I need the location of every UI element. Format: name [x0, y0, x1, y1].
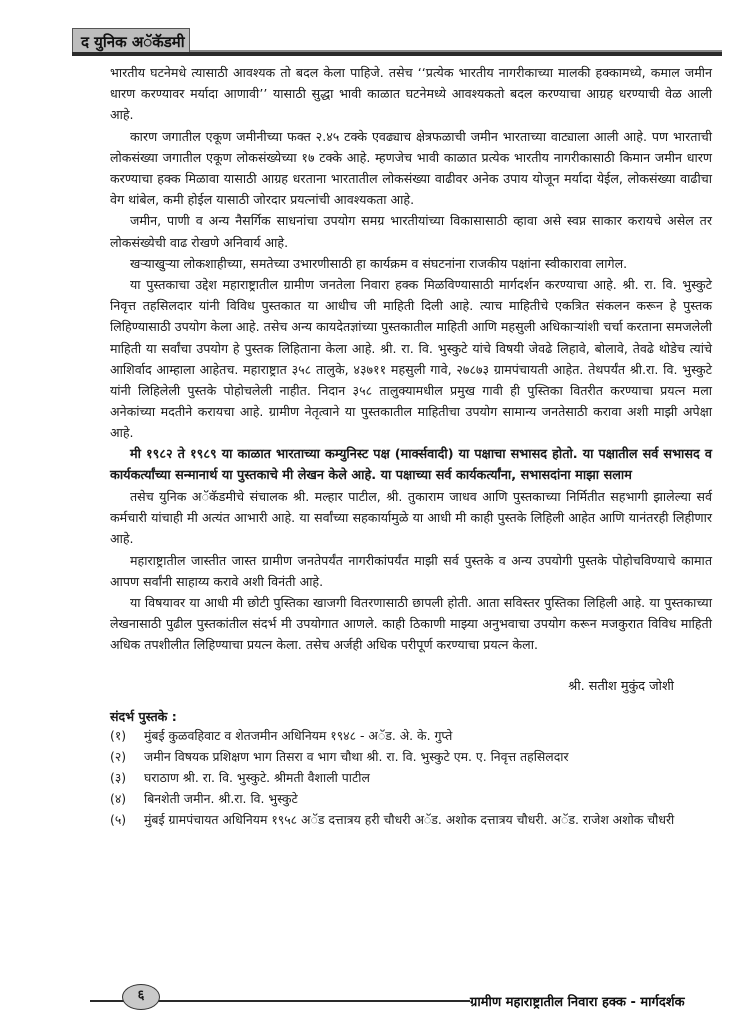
- reference-text: जमीन विषयक प्रशिक्षण भाग तिसरा व भाग चौथा श्री. रा. वि. भुस्कुटे एम. ए. निवृत्त तहसिलदार: [144, 748, 569, 764]
- reference-item: [110, 809, 712, 830]
- header-tab: [72, 28, 190, 54]
- footer-book-title: ग्रामीण महाराष्ट्रातील निवारा हक्क - मार्गदर्शक: [470, 995, 685, 1010]
- reference-text: मुंबई ग्रामपंचायत अधिनियम १९५८ अॅड दत्तात्रय हरी चौधरी अॅड. अशोक दत्तात्रय चौधरी. अॅड. राजेश अशोक चौधरी: [144, 811, 675, 827]
- reference-item: [110, 767, 712, 788]
- reference-item: [110, 725, 712, 746]
- paragraph-7: तसेच युनिक अॅकॅडमीचे संचालक श्री. मल्हार पाटील, श्री. तुकाराम जाधव आणि पुस्तकाच्या निर्मितीत सहभागी झालेल्या सर्व कर्मचारी यांचाही मी अत्यंत आभारी आहे. या सर्वांच्या सहकार्यामुळे या आधी मी काही पुस्तके लिहिली आहेत आणि यानंतरही लिहीणार आहे.: [110, 489, 712, 547]
- author-signature: श्री. सतीश मुकुंद जोशी: [568, 678, 674, 694]
- paragraph-2: कारण जगातील एकूण जमीनीच्या फक्त २.४५ टक्के एवढ्याच क्षेत्रफळाची जमीन भारताच्या वाट्याला आली आहे. पण भारताची लोकसंख्या जगातील एकूण लोकसंख्येच्या १७ टक्के आहे. म्हणजेच भावी काळात प्रत्येक भारतीय नागरीकासाठी किमान जमीन धारण करण्याचा हक्क मिळावा यासाठी आग्रह धरताना भारतातील लोकसंख्या वाढीवर अनेक उपाय योजून मर्यादा येईल, लोकसंख्या वाढीचा वेग थांबेल, कमी होईल यासाठी जोरदार प्रयत्नांची आवश्यकता आहे.: [110, 128, 712, 208]
- reference-number: (४): [110, 790, 127, 806]
- header-rule: [72, 52, 722, 56]
- references-title: संदर्भ पुस्तके :: [110, 708, 177, 724]
- references-list: [110, 725, 712, 830]
- page-number: ६: [137, 988, 145, 1003]
- reference-text: घराठाण श्री. रा. वि. भुस्कुटे. श्रीमती वैशाली पाटील: [144, 769, 370, 785]
- reference-text: बिनशेती जमीन. श्री.रा. वि. भुस्कुटे: [144, 790, 298, 806]
- paragraph-9: या विषयावर या आधी मी छोटी पुस्तिका खाजगी वितरणासाठी छापली होती. आता सविस्तर पुस्तिका लिहिली आहे. या पुस्तकाच्या लेखनासाठी पुढील पुस्तकांतील संदर्भ मी उपयोगात आणले. काही ठिकाणी माझ्या अनुभवाचा उपयोग करून मजकुरात विविध माहिती अधिक तपशीलीत लिहिण्याचा प्रयत्न केला. तसेच अर्जही अधिक परीपूर्ण करण्याचा प्रयत्न केला.: [110, 595, 712, 653]
- reference-number: (२): [110, 748, 127, 764]
- reference-number: (३): [110, 769, 127, 785]
- page-body: [110, 62, 712, 830]
- reference-item: [110, 746, 712, 767]
- paragraph-4: खऱ्याखुऱ्या लोकशाहीच्या, समतेच्या उभारणीसाठी हा कार्यक्रम व संघटनांना राजकीय पक्षांना स्वीकारावा लागेल.: [130, 255, 628, 271]
- paragraph-3: जमीन, पाणी व अन्य नैसर्गिक साधनांचा उपयोग समग्र भारतीयांच्या विकासासाठी व्हावा असे स्वप्न साकार करायचे असेल तर लोकसंख्येची वाढ रोखणे अनिवार्य आहे.: [110, 213, 712, 250]
- paragraph-5: या पुस्तकाचा उद्देश महाराष्ट्रातील ग्रामीण जनतेला निवारा हक्क मिळविण्यासाठी मार्गदर्शन करण्याचा आहे. श्री. रा. वि. भुस्कुटे निवृत्त तहसिलदार यांनी विविध पुस्तकात या आधीच जी माहिती दिली आहे. त्याच माहितीचे एकत्रित संकलन करून हे पुस्तक लिहिण्यासाठी उपयोग केला आहे. तसेच अन्य कायदेतज्ञांच्या पुस्तकातील माहिती आणि महसुली अधिकाऱ्यांशी चर्चा करताना समजलेली माहिती या सर्वांचा उपयोग हे पुस्तक लिहिताना केला आहे. श्री. रा. वि. भुस्कुटे यांचे विषयी जेवढे लिहावे, बोलावे, तेवढे थोडेच त्यांचे आशिर्वाद आम्हाला आहेतच. महाराष्ट्रात ३५८ तालुके, ४३७११ महसुली गावे, २७८७३ ग्रामपंचायती आहेत. तेथपर्यंत श्री.रा. वि. भुस्कुटे यांनी लिहिलेली पुस्तके पोहोचलेली नाहीत. निदान ३५८ तालुक्यामधील प्रमुख गावी ही पुस्तिका वितरीत करण्याचा प्रयत्न मला अनेकांच्या मदतीने करायचा आहे. ग्रामीण नेतृत्वाने या पुस्तकातील माहितीचा उपयोग सामान्य जनतेसाठी करावा अशी माझी अपेक्षा आहे.: [110, 277, 712, 441]
- reference-number: (१): [110, 727, 127, 743]
- header-title: द युनिक अॅकॅडमी: [81, 33, 185, 51]
- reference-number: (५): [110, 811, 127, 827]
- page-number-badge: [122, 984, 160, 1010]
- reference-item: [110, 788, 712, 809]
- paragraph-8: महाराष्ट्रातील जास्तीत जास्त ग्रामीण जनतेपर्यंत नागरीकांपर्यंत माझी सर्व पुस्तके व अन्य उपयोगी पुस्तके पोहोचविण्याचे कामात आपण सर्वांनी साहाय्य करावे अशी विनंती आहे.: [110, 552, 712, 589]
- paragraph-6-bold: मी १९८२ ते १९८९ या काळात भारताच्या कम्युनिस्ट पक्ष (मार्क्सवादी) या पक्षाचा सभासद होतो. या पक्षातील सर्व सभासद व कार्यकर्त्यांच्या सन्मानार्थ या पुस्तकाचे मी लेखन केले आहे. या पक्षाच्या सर्व कार्यकर्त्यांना, सभासदांना माझा सलाम: [110, 446, 712, 483]
- paragraph-1: भारतीय घटनेमधे त्यासाठी आवश्यक तो बदल केला पाहिजे. तसेच ‘‘प्रत्येक भारतीय नागरीकाच्या मालकी हक्कामध्ये, कमाल जमीन धारण करण्यावर मर्यादा आणावी’’ यासाठी सुद्धा भावी काळात घटनेमध्ये आवश्यकतो बदल करण्याचा आग्रह धरण्याची वेळ आली आहे.: [110, 65, 712, 123]
- reference-text: मुंबई कुळवहिवाट व शेतजमीन अधिनियम १९४८ - अॅड. अे. के. गुप्ते: [144, 727, 453, 743]
